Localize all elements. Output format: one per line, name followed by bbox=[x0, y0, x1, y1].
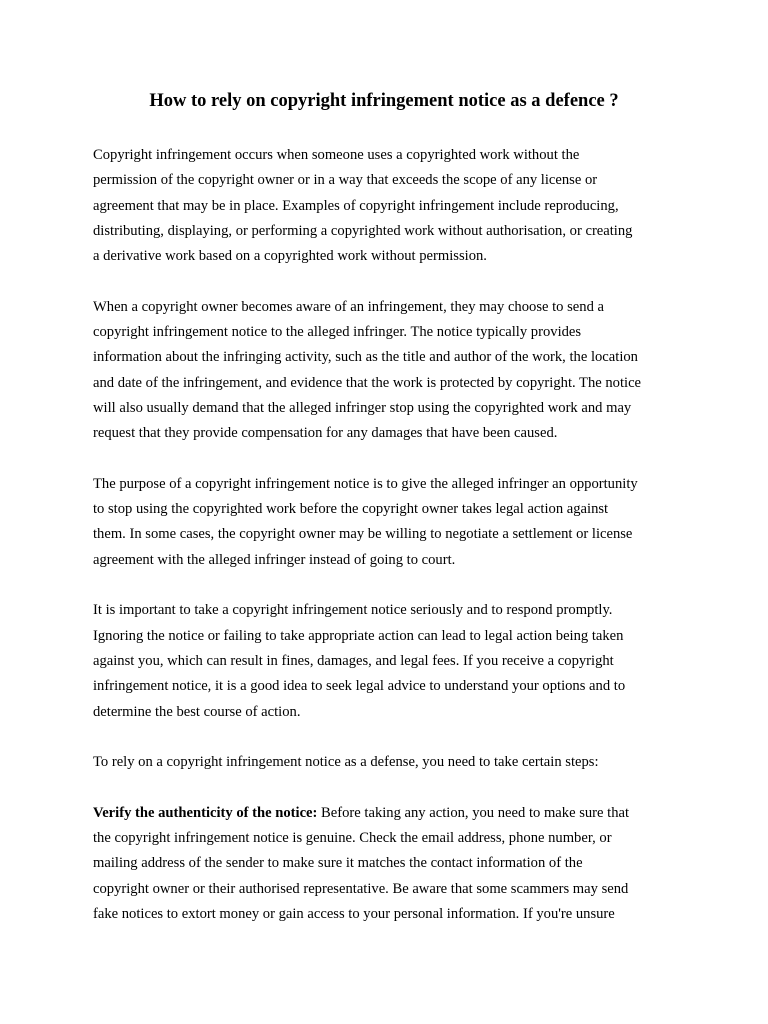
text-line: To rely on a copyright infringement notice as a defense, you need to take certain steps: bbox=[93, 754, 599, 771]
document-body bbox=[93, 143, 693, 953]
text-line: distributing, displaying, or performing a copyrighted work without authorisation, or creating bbox=[93, 222, 633, 239]
text-line: copyright owner or their authorised representative. Be aware that some scammers may send bbox=[93, 880, 629, 897]
verify-heading: Verify the authenticity of the notice: bbox=[93, 804, 318, 821]
text-line: Copyright infringement occurs when someone uses a copyrighted work without the bbox=[93, 147, 580, 163]
text-line: It is important to take a copyright infringement notice seriously and to respond promptly. bbox=[93, 602, 613, 619]
text-line: Ignoring the notice or failing to take appropriate action can lead to legal action being taken bbox=[93, 627, 624, 644]
paragraph-purpose bbox=[93, 472, 693, 573]
text-line: and date of the infringement, and evidence that the work is protected by copyright. The notice bbox=[93, 374, 642, 391]
paragraph-notice bbox=[93, 295, 693, 447]
paragraph-steps-intro bbox=[93, 750, 693, 775]
text-line: mailing address of the sender to make sure it matches the contact information of the bbox=[93, 855, 583, 872]
text-line: permission of the copyright owner or in a way that exceeds the scope of any license or bbox=[93, 172, 598, 189]
verify-first-line: Before taking any action, you need to make sure that bbox=[317, 804, 630, 821]
text-line bbox=[93, 801, 693, 826]
text-line: When a copyright owner becomes aware of an infringement, they may choose to send a bbox=[93, 298, 605, 315]
text-line: infringement notice, it is a good idea to seek legal advice to understand your options and to bbox=[93, 678, 626, 695]
paragraph-verify bbox=[93, 801, 693, 927]
text-line: request that they provide compensation for any damages that have been caused. bbox=[93, 425, 558, 442]
text-line: determine the best course of action. bbox=[93, 703, 301, 720]
text-line: will also usually demand that the alleged infringer stop using the copyrighted work and may bbox=[93, 399, 632, 416]
text-line: a derivative work based on a copyrighted work without permission. bbox=[93, 248, 487, 265]
text-line: the copyright infringement notice is genuine. Check the email address, phone number, or bbox=[93, 830, 612, 847]
text-line: against you, which can result in fines, damages, and legal fees. If you receive a copyright bbox=[93, 652, 614, 669]
text-line: them. In some cases, the copyright owner may be willing to negotiate a settlement or license bbox=[93, 526, 633, 543]
paragraph-definition bbox=[93, 143, 693, 269]
text-line: agreement that may be in place. Examples of copyright infringement include reproducing, bbox=[93, 197, 619, 214]
paragraph-respond bbox=[93, 598, 693, 724]
text-line: information about the infringing activity, such as the title and author of the work, the location bbox=[93, 349, 638, 366]
text-line: copyright infringement notice to the alleged infringer. The notice typically provides bbox=[93, 324, 582, 341]
text-line: to stop using the copyrighted work before the copyright owner takes legal action against bbox=[93, 501, 609, 518]
text-line: fake notices to extort money or gain access to your personal information. If you're unsure bbox=[93, 905, 615, 922]
text-line: The purpose of a copyright infringement notice is to give the alleged infringer an opportunity bbox=[93, 475, 638, 492]
document-title: How to rely on copyright infringement notice as a defence ? bbox=[149, 91, 619, 111]
text-line: agreement with the alleged infringer instead of going to court. bbox=[93, 551, 456, 568]
